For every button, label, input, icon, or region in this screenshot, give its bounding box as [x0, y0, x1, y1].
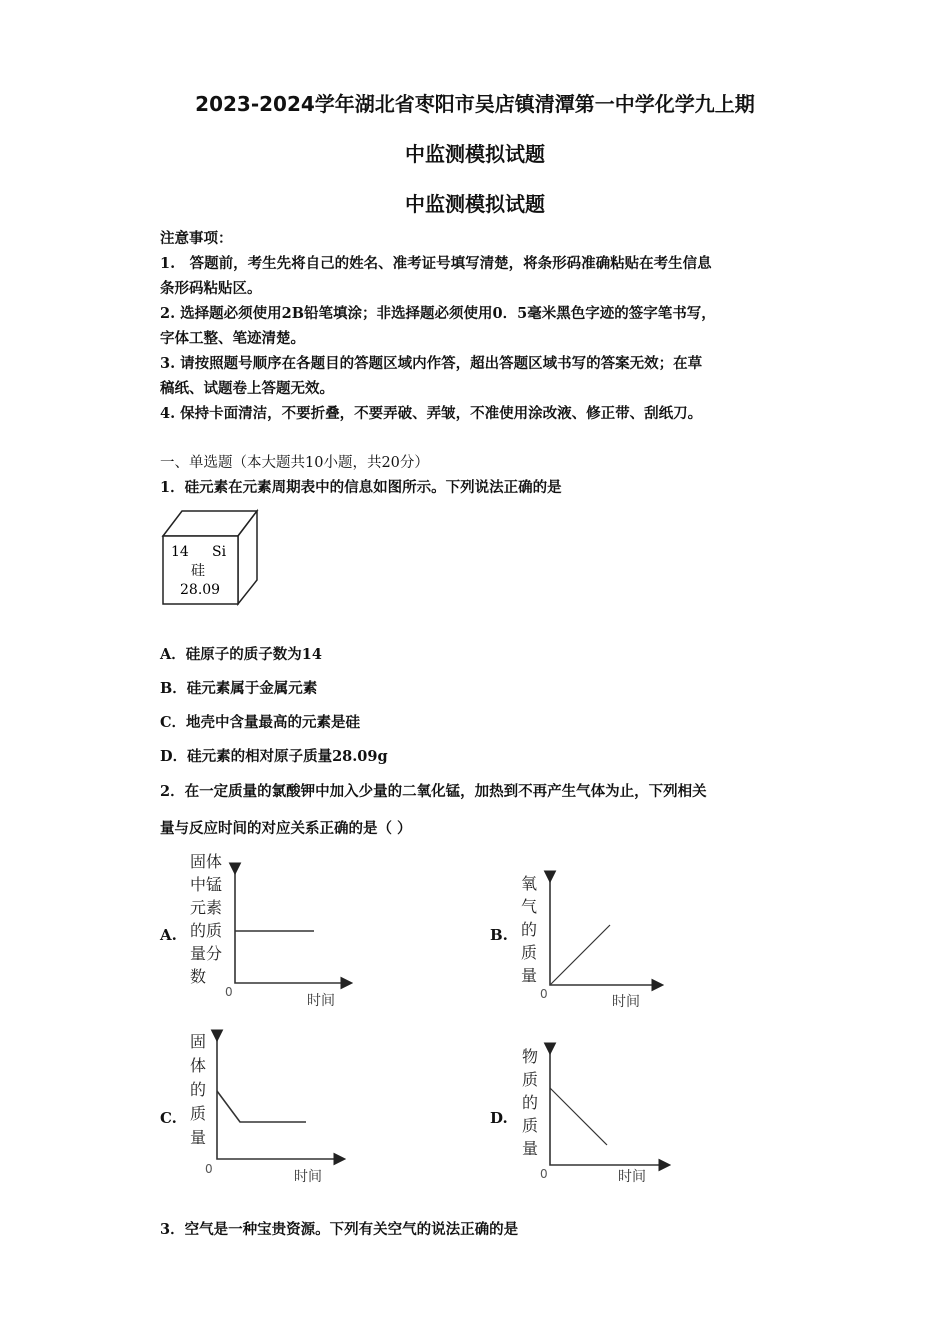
- graph-b-axes: [550, 880, 661, 985]
- graph-c-letter: C.: [160, 1109, 177, 1127]
- graph-c-xlabel: 时间: [294, 1169, 322, 1185]
- option-a: A．硅原子的质子数为14: [160, 646, 322, 663]
- graph-b-letter: B.: [490, 926, 508, 944]
- graph-a-origin: 0: [225, 985, 233, 999]
- graph-c-ylabel: 固体的质量: [190, 1032, 207, 1147]
- graph-b-curve: [550, 925, 610, 985]
- doc-title-line2: 中监测模拟试题: [405, 142, 545, 166]
- graph-d-xlabel: 时间: [618, 1169, 646, 1185]
- option-d: D．硅元素的相对原子质量28.09g: [160, 748, 388, 765]
- question-3-stem: 3．空气是一种宝贵资源。下列有关空气的说法正确的是: [160, 1221, 519, 1238]
- graph-d-letter: D.: [490, 1109, 508, 1127]
- graph-a-ylabel: 固体中锰元素的质量分数: [190, 852, 223, 986]
- graph-d-ylabel: 物质的质量: [522, 1047, 539, 1158]
- graph-d-curve: [550, 1088, 607, 1145]
- graph-c-curve: [217, 1091, 306, 1122]
- option-c: C．地壳中含量最高的元素是硅: [160, 714, 361, 731]
- section-heading: 一、单选题（本大题共10小题，共20分）: [160, 455, 429, 471]
- note-line: 2. 选择题必须使用2B铅笔填涂；非选择题必须使用0．5毫米黑色字迹的签字笔书写，: [160, 305, 716, 322]
- note-line: 稿纸、试题卷上答题无效。: [160, 380, 334, 397]
- note-line: 条形码粘贴区。: [160, 280, 262, 297]
- graph-b-origin: 0: [540, 987, 548, 1001]
- graph-d-origin: 0: [540, 1167, 548, 1181]
- graph-d-axes: [550, 1052, 668, 1165]
- graph-c-origin: 0: [205, 1162, 213, 1176]
- graph-b-xlabel: 时间: [612, 994, 640, 1010]
- doc-title-line1: 2023-2024学年湖北省枣阳市吴店镇清潭第一中学化学九上期: [195, 92, 755, 116]
- question-2-stem: 2．在一定质量的氯酸钾中加入少量的二氧化锰，加热到不再产生气体为止，下列相关: [160, 783, 707, 800]
- graph-b-ylabel: 氧气的质量: [521, 874, 538, 985]
- graph-c-axes: [217, 1039, 343, 1159]
- doc-title-line3: 中监测模拟试题: [405, 192, 545, 216]
- notes-heading: 注意事项：: [160, 230, 233, 247]
- element-name: 硅: [191, 563, 205, 579]
- option-b: B．硅元素属于金属元素: [160, 680, 318, 697]
- graph-a-axes: [235, 872, 350, 983]
- note-line: 1. 答题前，考生先将自己的姓名、准考证号填写清楚，将条形码准确粘贴在考生信息: [160, 255, 712, 272]
- note-line: 4. 保持卡面清洁，不要折叠，不要弄破、弄皱，不准使用涂改液、修正带、刮纸刀。: [160, 405, 703, 422]
- graph-a-xlabel: 时间: [307, 993, 335, 1009]
- graph-a-letter: A.: [160, 926, 177, 944]
- note-line: 字体工整、笔迹清楚。: [160, 330, 305, 347]
- element-mass: 28.09: [180, 582, 221, 598]
- note-line: 3. 请按照题号顺序在各题目的答题区域内作答，超出答题区域书写的答案无效；在草: [160, 355, 703, 372]
- element-number: 14: [171, 544, 189, 560]
- element-symbol: Si: [212, 544, 227, 560]
- question-1-stem: 1．硅元素在元素周期表中的信息如图所示。下列说法正确的是: [160, 479, 562, 496]
- question-2-stem-cont: 量与反应时间的对应关系正确的是（ ）: [160, 820, 412, 837]
